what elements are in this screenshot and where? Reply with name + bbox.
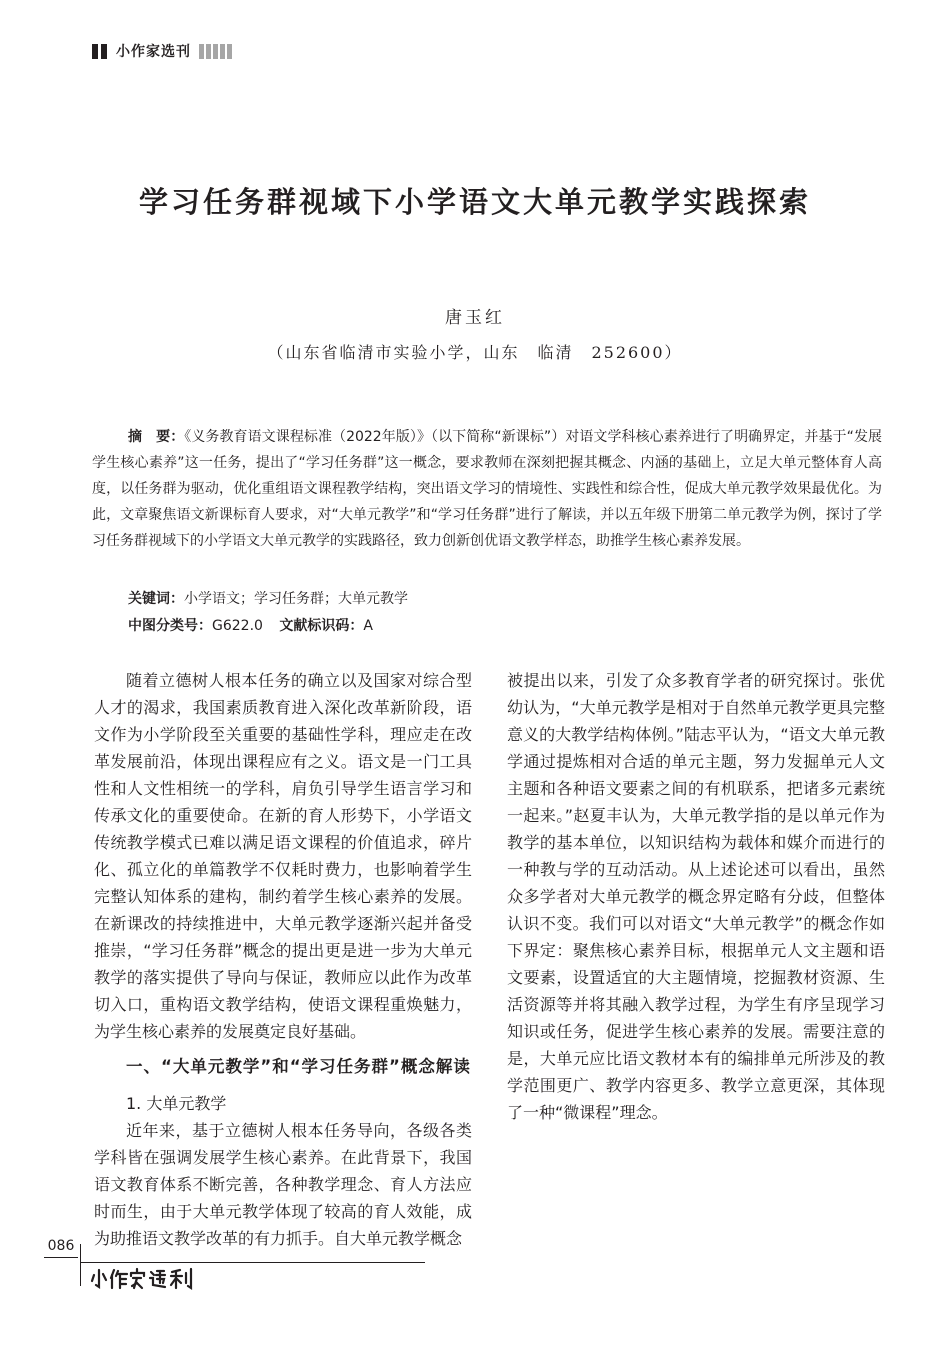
keywords-label: 关键词： [128,591,184,607]
header-bar-mark [101,44,107,59]
journal-logo [90,1266,200,1292]
classification-value: G622.0 [212,618,263,634]
classification-label: 中图分类号： [128,618,212,634]
body-paragraph-continued: 被提出以来，引发了众多教育学者的研究探讨。张优幼认为，“大单元教学是相对于自然单元教学更具完整意义的大教学结构体例。”陆志平认为，“语文大单元教学通过提炼相对合适的单元主题，努力发掘单元人文主题和各种语文要素之间的有机联系，把诸多元素统一起来。”赵夏丰认为，大单元教学指的是以单元作为教学的基本单位，以知识结构为载体和媒介而进行的一种教与学的互动活动。从上述论述可以看出，虽然众多学者对大单元教学的概念界定略有分歧，但整体认识不变。我们可以对语文“大单元教学”的概念作如下界定：聚焦核心素养目标，根据单元人文主题和语文要素，设置适宜的大主题情境，挖掘教材资源、生活资源等并将其融入教学过程，为学生有序呈现学习知识或任务，促进学生核心素养的发展。需要注意的是，大单元应比语文教材本有的编排单元所涉及的教学范围更广、教学内容更多、教学立意更深，其体现了一种“微课程”理念。 [507,671,885,1122]
doc-code-label: 文献标识码： [279,618,364,634]
abstract-text: 《义务教育语文课程标准（2022年版）》（以下简称“新课标”）对语文学科核心素养进行了明确界定，并基于“发展学生核心素养”这一任务，提出了“学习任务群”这一概念，要求教师在深刻把握其概念、内涵的基础上，立足大单元整体育人高度，以任务群为驱动，优化重组语文课程教学结构，突出语文学习的情境性、实践性和综合性，促成大单元教学效果最优化。为此，文章聚焦语文新课标育人要求，对“大单元教学”和“学习任务群”进行了解读，并以五年级下册第二单元教学为例，探讨了学习任务群视域下的小学语文大单元教学的实践路径，致力创新创优语文教学样态，助推学生核心素养发展。 [92,429,883,549]
body-column-left [94,667,472,1252]
journal-name: 小作家选刊 [116,44,191,60]
page-number: 086 [44,1238,78,1258]
article-title: 学习任务群视域下小学语文大单元教学实践探索 [138,185,811,219]
header-gray-mark [220,44,225,59]
footer-rule [80,1262,425,1263]
header-gray-mark [199,44,204,59]
header-bar-mark [92,44,98,59]
section-heading: 一、“大单元教学”和“学习任务群”概念解读 [126,1057,471,1076]
keywords [128,589,408,609]
abstract [92,424,882,554]
body-paragraph: 近年来，基于立德树人根本任务导向，各级各类学科皆在强调发展学生核心素养。在此背景下，我国语文教育体系不断完善，各种教学理念、育人方法应时而生，由于大单元教学体现了较高的育人效能，成为助推语文教学改革的有力抓手。自大单元教学概念 [94,1121,472,1248]
header-gray-mark [206,44,211,59]
keywords-text: 小学语文；学习任务群；大单元教学 [184,591,408,607]
subsection-heading: 1. 大单元教学 [126,1094,227,1113]
abstract-label: 摘 要： [128,429,185,445]
doc-code-value: A [363,618,373,634]
author-name: 唐玉红 [445,308,505,328]
body-column-right [507,667,885,1126]
author-affiliation: （山东省临清市实验小学，山东 临清 252600） [267,343,683,362]
header-gray-mark [227,44,232,59]
classification-line [128,616,373,636]
header-gray-mark [213,44,218,59]
body-paragraph: 随着立德树人根本任务的确立以及国家对综合型人才的渴求，我国素质教育进入深化改革新阶段，语文作为小学阶段至关重要的基础性学科，理应走在改革发展前沿，体现出课程应有之义。语文是一门工具性和人文性相统一的学科，肩负引导学生语言学习和传承文化的重要使命。在新的育人形势下，小学语文传统教学模式已难以满足语文课程的价值追求，碎片化、孤立化的单篇教学不仅耗时费力，也影响着学生完整认知体系的建构，制约着学生核心素养的发展。在新课改的持续推进中，大单元教学逐渐兴起并备受推崇，“学习任务群”概念的提出更是进一步为大单元教学的落实提供了导向与保证，教师应以此作为改革切入口，重构语文教学结构，使语文课程重焕魅力，为学生核心素养的发展奠定良好基础。 [94,671,472,1041]
running-header [92,41,234,61]
footer-rule-vertical [80,1244,81,1286]
